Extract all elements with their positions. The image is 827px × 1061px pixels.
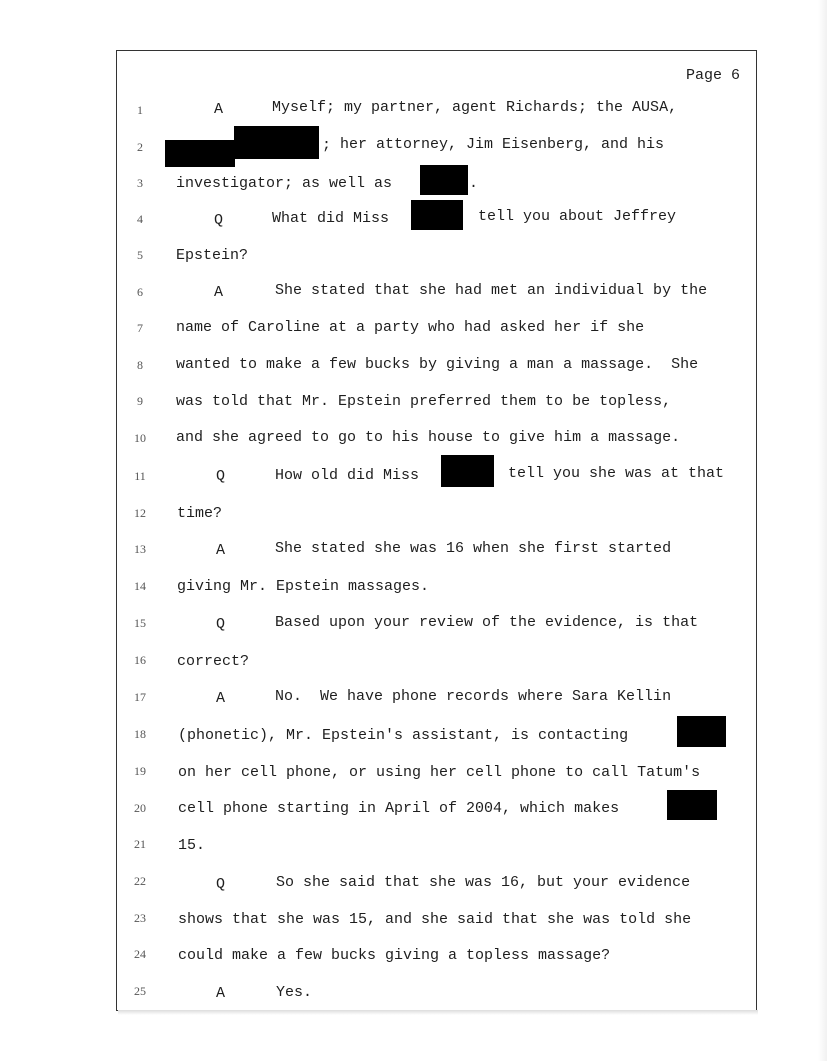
transcript-text: ; [322, 137, 332, 154]
line-number: 14 [134, 579, 146, 593]
page-bottom-shadow [118, 1010, 758, 1015]
line-number: 18 [134, 727, 146, 741]
transcript-text: Yes. [276, 984, 313, 1001]
transcript-text: time? [177, 505, 223, 522]
page-number: Page 6 [686, 67, 741, 84]
transcript-text: What did Miss [272, 210, 390, 227]
page-edge-shadow [818, 0, 827, 1061]
line-number: 7 [137, 321, 143, 335]
transcript-text: . [469, 175, 479, 192]
line-number: 10 [134, 431, 146, 445]
redaction-block [441, 455, 494, 487]
line-number: 19 [134, 764, 146, 778]
transcript-text: correct? [177, 653, 250, 670]
redaction-block [667, 790, 717, 820]
line-number: 6 [137, 285, 143, 299]
speaker-label: A [216, 542, 226, 559]
transcript-text: wanted to make a few bucks by giving a man a massage. She [176, 356, 699, 373]
transcript-text: How old did Miss [275, 467, 420, 484]
transcript-text: could make a few bucks giving a topless massage? [178, 947, 611, 964]
line-number: 15 [134, 616, 146, 630]
line-number: 20 [134, 801, 146, 815]
speaker-label: Q [216, 468, 226, 485]
line-number: 25 [134, 984, 146, 998]
line-number: 1 [137, 103, 143, 117]
redaction-block [165, 140, 235, 167]
line-number: 24 [134, 947, 146, 961]
line-number: 4 [137, 212, 143, 226]
transcript-text: She stated that she had met an individual by the [275, 282, 708, 299]
transcript-text: her attorney, Jim Eisenberg, and his [340, 136, 665, 153]
transcript-text: shows that she was 15, and she said that she was told she [178, 911, 692, 928]
speaker-label: A [214, 101, 224, 118]
transcript-text: No. We have phone records where Sara Kellin [275, 688, 672, 705]
transcript-text: was told that Mr. Epstein preferred them to be topless, [176, 393, 672, 410]
line-number: 12 [134, 506, 146, 520]
line-number: 21 [134, 837, 146, 851]
speaker-label: A [216, 690, 226, 707]
transcript-text: (phonetic), Mr. Epstein's assistant, is contacting [178, 727, 629, 744]
transcript-text: So she said that she was 16, but your evidence [276, 874, 691, 891]
transcript-text: Myself; my partner, agent Richards; the AUSA, [272, 99, 678, 116]
transcript-text: cell phone starting in April of 2004, which makes [178, 800, 620, 817]
transcript-text: tell you about Jeffrey [478, 208, 677, 225]
line-number: 2 [137, 140, 143, 154]
redaction-block [677, 716, 726, 747]
redaction-block [234, 126, 319, 159]
transcript-text: and she agreed to go to his house to give him a massage. [176, 429, 681, 446]
line-number: 5 [137, 248, 143, 262]
speaker-label: A [214, 284, 224, 301]
line-number: 23 [134, 911, 146, 925]
transcript-text: She stated she was 16 when she first started [275, 540, 672, 557]
line-number: 22 [134, 874, 146, 888]
line-number: 17 [134, 690, 146, 704]
transcript-text: giving Mr. Epstein massages. [177, 578, 430, 595]
speaker-label: Q [214, 212, 224, 229]
line-number: 9 [137, 394, 143, 408]
line-number: 13 [134, 542, 146, 556]
line-number: 16 [134, 653, 146, 667]
transcript-text: 15. [178, 837, 206, 854]
line-number: 11 [134, 469, 146, 483]
speaker-label: Q [216, 876, 226, 893]
transcript-text: tell you she was at that [508, 465, 725, 482]
transcript-text: on her cell phone, or using her cell phone to call Tatum's [178, 764, 701, 781]
transcript-text: Based upon your review of the evidence, is that [275, 614, 699, 631]
redaction-block [411, 200, 463, 230]
line-number: 8 [137, 358, 143, 372]
speaker-label: Q [216, 616, 226, 633]
transcript-text: investigator; as well as [176, 175, 393, 192]
speaker-label: A [216, 985, 226, 1002]
redaction-block [420, 165, 468, 195]
transcript-text: Epstein? [176, 247, 249, 264]
transcript-text: name of Caroline at a party who had asked her if she [176, 319, 645, 336]
line-number: 3 [137, 176, 143, 190]
